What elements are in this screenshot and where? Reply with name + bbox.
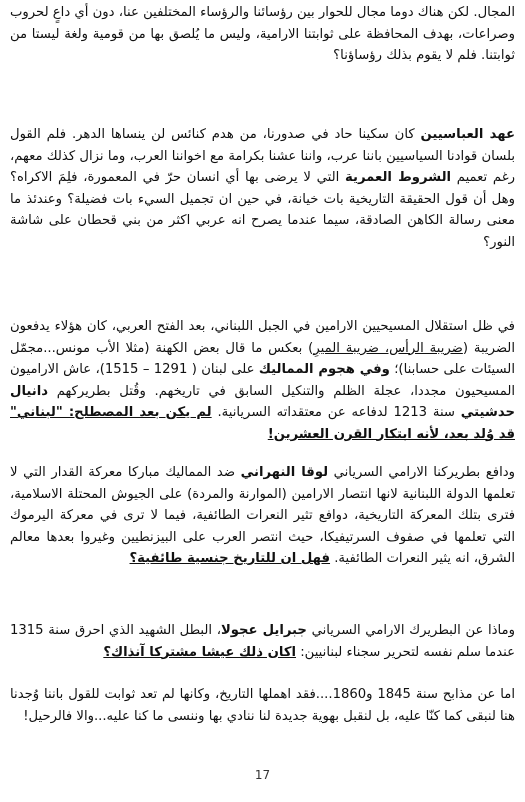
emphasis-history-question: فهل ان للتاريخ جنسية طائفية؟ — [129, 551, 331, 566]
bold-name-patriarch-daniel: دانيال حدشيتي — [10, 383, 515, 420]
underlined-tax-names: ضريبة الرأس، ضريبة الميرِ — [313, 340, 463, 356]
paragraph-text: التي لا يرضى بها أي انسان حرّ في المعمورة، فلِمَ الاكراه؟ وهل أن قول الحقيقة التاريخية بات خيانة، في حين ان تجميل السيء بات فضيلة؟ وعندئذ ما معنى رسالة الكاهن الصادقة، سيما عندما يصرح انه عربي اكثر من بني قحطان على شاشة النور؟ — [10, 170, 515, 250]
emphasis-lebanese-term: لم يكن بعد المصطلح: "لبناني" قد وُلد بعد، لأنه ابتكار القرن العشرين! — [10, 405, 515, 442]
bold-name-patriarch-luqa: لوقا النهراني — [240, 465, 329, 480]
paragraph-dialogue — [10, 2, 515, 67]
paragraph-text: على لبنان ( 1291 – 1515)، عاش الاراميون المسيحيون مجددا، عجلة الظلم والتنكيل السابق في تاريخهم. وقُتل بطريركهم — [10, 362, 515, 399]
paragraph-abbasids — [10, 124, 515, 253]
emphasis-coexistence-question: اكان ذلك عيشا مشتركا آنذاك؟ — [103, 644, 297, 660]
paragraph-text: ودافع بطريركنا الارامي السرياني — [328, 465, 516, 480]
paragraph-text: ) بعكس ما قال بعض الكهنة (مثلا الأب مونس...مجمّل السيئات على حسابنا)؛ — [10, 340, 515, 377]
paragraph-mamluks — [10, 316, 515, 445]
paragraph-text: في ظل استقلال المسيحيين الارامين في الجبل اللبناني، بعد الفتح العربي، كان هؤلاء يدفعون الضريبة ( — [10, 319, 515, 356]
bold-name-patriarch-jibrail: جبرايل عجولا — [220, 623, 307, 638]
bold-phrase-mamluk-attack: وفي هجوم المماليك — [258, 362, 390, 377]
paragraph-text: ، البطل الشهيد الذي احرق سنة 1315 عندما سلم نفسه لتحرير سجناء لبنانيين: — [10, 623, 515, 660]
paragraph-text: المجال. لكن هناك دوما مجال للحوار بين رؤسائنا والرؤساء المختلفين عنا، دون أي داعٍ لحروب وصراعات، بهدف المحافظة على ثوابتنا الارامية، وليس ما يُلصق بها من قومية ولغة ليستا من ثوابتنا. فلم لا يقوم بذلك رؤساؤنا؟ — [10, 5, 515, 63]
paragraph-text: وماذا عن البطريرك الارامي السرياني — [306, 623, 515, 638]
paragraph-text: كان سكينا حاد في صدورنا، من هدم كنائس لن ينساها الدهر. فلم القول بلسان قوادنا السياسيين باننا عرب، واننا عشنا بكرامة مع اخواننا العرب، وما نزال كذلك معهم، رغم تعميم — [10, 127, 515, 185]
paragraph-text: ضد المماليك مباركا معركة القدار التي لا تعلمها الدولة اللبنانية لانها انتصار الارامين (الموارنة والمردة) على الجيوش المحتلة الاسلامية، فترى بتلك المعركة التاريخية، دوافع تثير النعرات الطائفية، فيما لا ترى في معركة اليرموك التي تعلمها في صفوف السرتيفيكا، حيث انتصر العرب على البيزنطيين وغيروا بعدها معالم الشرق، انه يثير النعرات الطائفية. — [10, 465, 515, 566]
paragraph-massacres — [10, 684, 515, 727]
page-number: 17 — [254, 768, 271, 782]
paragraph-text: سنة 1213 لدفاعه عن معتقداته السريانية. — [211, 405, 461, 420]
section-heading-abbasids: عهد العباسيين — [420, 127, 516, 142]
bold-term-umar-conditions: الشروط العمرية — [345, 170, 452, 185]
paragraph-jibrail — [10, 620, 515, 663]
paragraph-luqa — [10, 462, 515, 570]
paragraph-text: اما عن مذابح سنة 1845 و1860....فقد اهملها التاريخ، وكانها لم تعد ثوابت للقول باننا وُجدنا هنا لنبقى كما كنّا عليه، بل لنقبل بهوية جديدة لنا ننادي بها وننسى ما كنا عليه...والا فالرحيل! — [10, 687, 516, 724]
